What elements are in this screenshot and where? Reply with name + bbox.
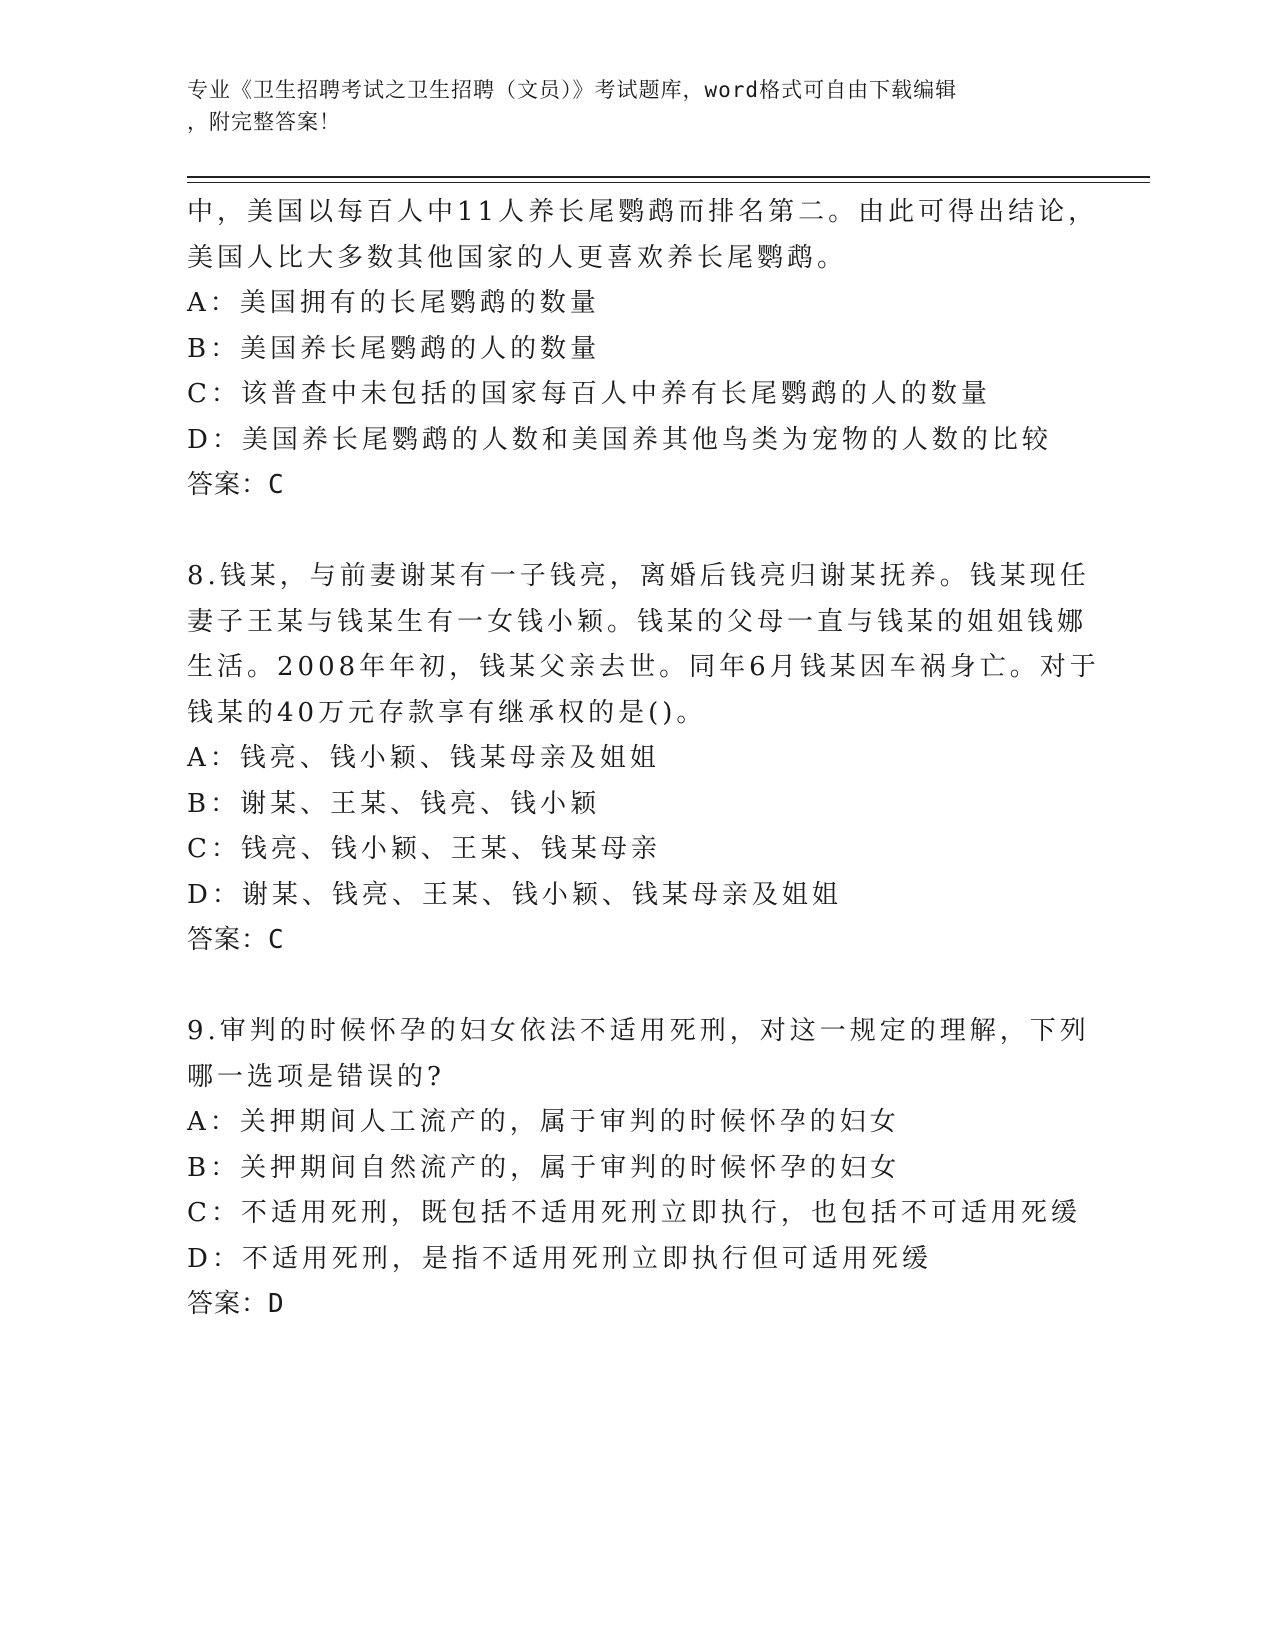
answer-label: 答案：	[187, 470, 269, 500]
answer-label: 答案：	[187, 1289, 269, 1319]
spacer	[187, 964, 1087, 1010]
answer-key: C	[268, 470, 285, 500]
question-7	[187, 190, 1099, 509]
question-text-line: 钱某的40万元存款享有继承权的是()。	[187, 697, 707, 728]
question-text-line: 哪一选项是错误的?	[187, 1061, 445, 1092]
option-a: A：美国拥有的长尾鹦鹉的数量	[187, 288, 600, 318]
answer-key: D	[268, 1289, 285, 1319]
answer-line	[187, 1282, 1087, 1328]
document-body	[187, 190, 1100, 1328]
option-a: A：钱亮、钱小颖、钱某母亲及姐姐	[187, 743, 660, 773]
option-d: D：不适用死刑，是指不适用死刑立即执行但可适用死缓	[187, 1243, 932, 1274]
question-text-line: 中，美国以每百人中11人养长尾鹦鹉而排名第二。由此可得出结论，	[187, 197, 1099, 227]
question-8	[187, 554, 1100, 964]
header-line-1: 专业《卫生招聘考试之卫生招聘（文员）》考试题库，word格式可自由下载编辑	[187, 78, 958, 102]
header-rule-thin	[187, 182, 1150, 183]
question-9	[187, 1009, 1090, 1328]
spacer	[187, 509, 1087, 555]
option-b: B：美国养长尾鹦鹉的人的数量	[187, 333, 601, 364]
option-b: B：谢某、王某、钱亮、钱小颖	[187, 788, 601, 819]
question-text-line: 9.审判的时候怀孕的妇女依法不适用死刑，对这一规定的理解，下列	[187, 1016, 1090, 1046]
question-text-line: 美国人比大多数其他国家的人更喜欢养长尾鹦鹉。	[187, 242, 848, 273]
option-b: B：关押期间自然流产的，属于审判的时候怀孕的妇女	[187, 1152, 901, 1183]
question-text-line: 妻子王某与钱某生有一女钱小颖。钱某的父母一直与钱某的姐姐钱娜	[187, 606, 1088, 637]
answer-key: C	[268, 925, 285, 955]
option-c: C：不适用死刑，既包括不适用死刑立即执行，也包括不可适用死缓	[187, 1198, 1081, 1228]
question-text-line: 生活。2008年年初，钱某父亲去世。同年6月钱某因车祸身亡。对于	[187, 652, 1100, 682]
answer-line	[187, 918, 1087, 964]
option-d: D：美国养长尾鹦鹉的人数和美国养其他鸟类为宠物的人数的比较	[187, 424, 1052, 455]
option-a: A：关押期间人工流产的，属于审判的时候怀孕的妇女	[187, 1107, 900, 1137]
document-header	[187, 74, 1067, 138]
option-d: D：谢某、钱亮、王某、钱小颖、钱某母亲及姐姐	[187, 879, 842, 910]
header-line-2: ，附完整答案！	[187, 110, 341, 134]
question-text-line: 8.钱某，与前妻谢某有一子钱亮，离婚后钱亮归谢某抚养。钱某现任	[187, 561, 1090, 591]
answer-line	[187, 463, 1087, 509]
header-rule-thick	[187, 176, 1150, 178]
answer-label: 答案：	[187, 925, 269, 955]
option-c: C：钱亮、钱小颖、王某、钱某母亲	[187, 834, 661, 864]
option-c: C：该普查中未包括的国家每百人中养有长尾鹦鹉的人的数量	[187, 379, 991, 409]
